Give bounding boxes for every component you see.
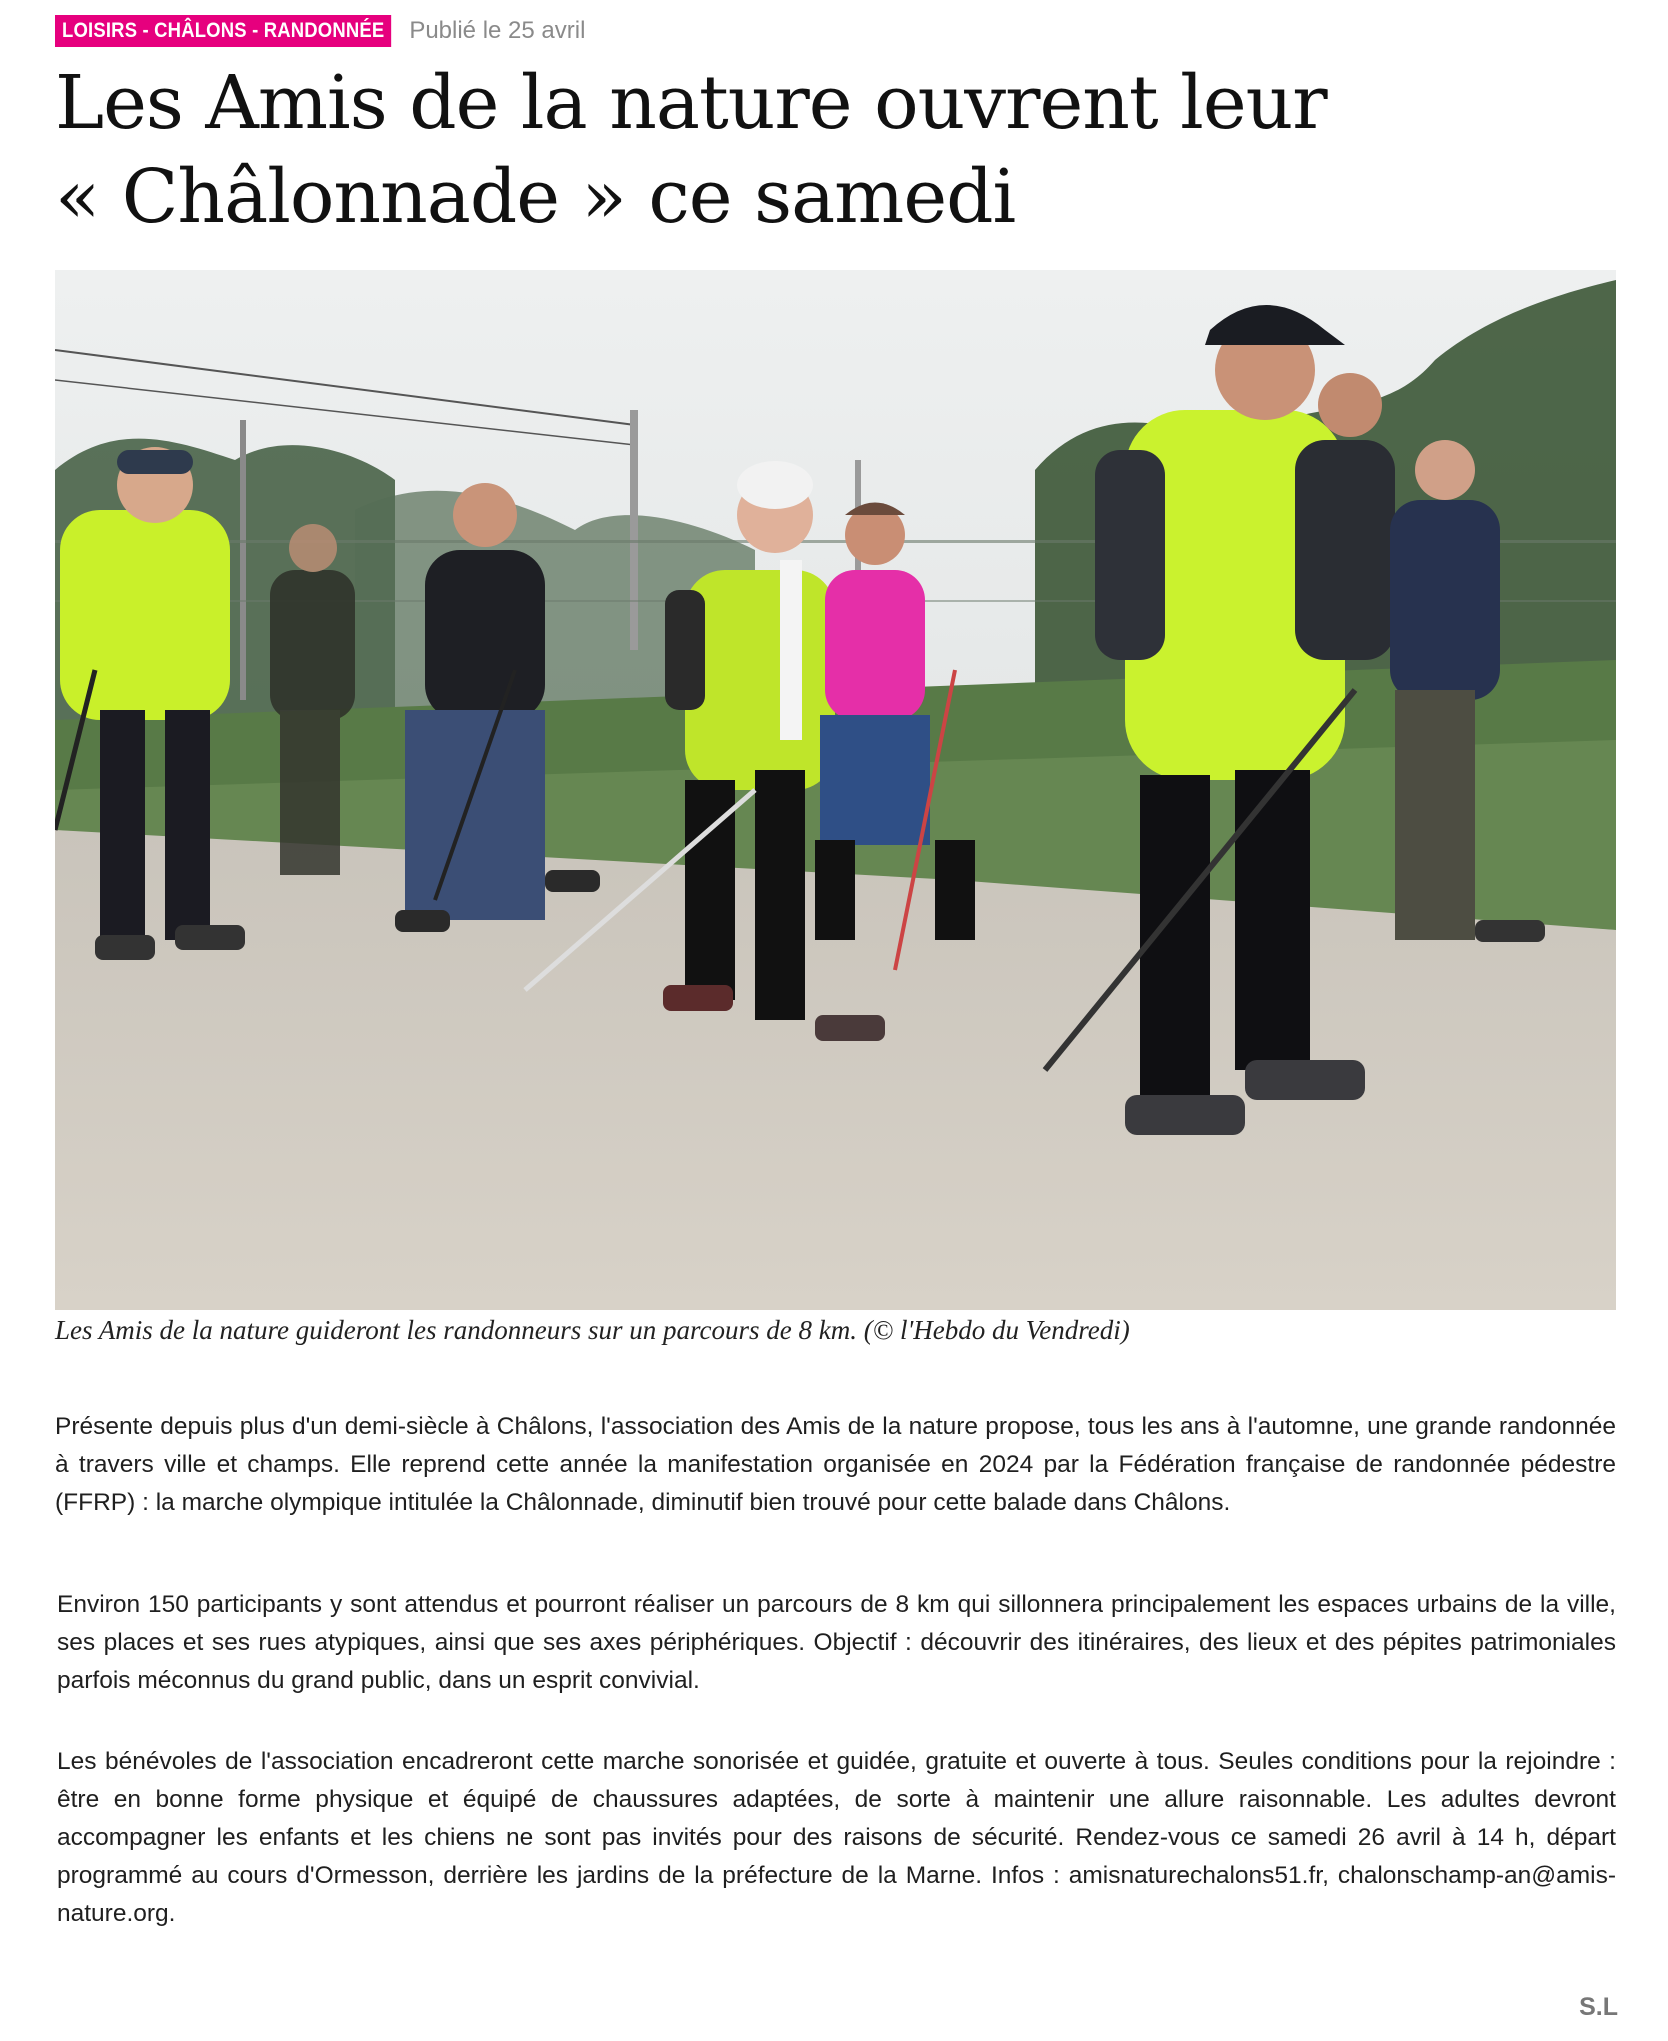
hikers-photo-illustration: [55, 270, 1616, 1310]
publication-date: Publié le 25 avril: [409, 17, 586, 44]
photo-caption: Les Amis de la nature guideront les randonneurs sur un parcours de 8 km. (© l'Hebdo du Vendredi): [55, 1315, 1130, 1345]
paragraph-2: Environ 150 participants y sont attendus et pourront réaliser un parcours de 8 km qui sillonnera principalement les espaces urbains de la ville, ses places et ses rues atypiques, ainsi que ses axes périphériques. Objectif : découvrir des itinéraires, des lieux et des pépites patrimoniales parfois méconnus du grand public, dans un esprit convivial.: [57, 1591, 1616, 1694]
paragraph-1: Présente depuis plus d'un demi-siècle à Châlons, l'association des Amis de la nature propose, tous les ans à l'automne, une grande randonnée à travers ville et champs. Elle reprend cette année la manifestation organisée en 2024 par la Fédération française de randonnée pédestre (FFRP) : la marche olympique intitulée la Châlonnade, diminutif bien trouvé pour cette balade dans Châlons.: [55, 1413, 1616, 1516]
paragraph-3: Les bénévoles de l'association encadreront cette marche sonorisée et guidée, gratuite et ouverte à tous. Seules conditions pour la rejoindre : être en bonne forme physique et équipé de chaussures adaptées, de sorte à maintenir une allure raisonnable. Les adultes devront accompagner les enfants et les chiens ne sont pas invités pour des raisons de sécurité. Rendez-vous ce samedi 26 avril à 14 h, départ programmé au cours d'Ormesson, derrière les jardins de la préfecture de la Marne. Infos : amisnaturechalons51.fr, chalonschamp-an@amis-nature.org.: [57, 1748, 1616, 1927]
article-meta: [55, 14, 585, 48]
article-title-line-1: Les Amis de la nature ouvrent leur: [55, 60, 1327, 146]
category-tag[interactable]: LOISIRS - CHÂLONS - RANDONNÉE: [55, 15, 391, 47]
article-title-line-2: « Châlonnade » ce samedi: [55, 154, 1016, 240]
article-photo: [55, 270, 1616, 1310]
author-initials: S.L: [1579, 1993, 1618, 2021]
article-title: [55, 56, 1615, 244]
